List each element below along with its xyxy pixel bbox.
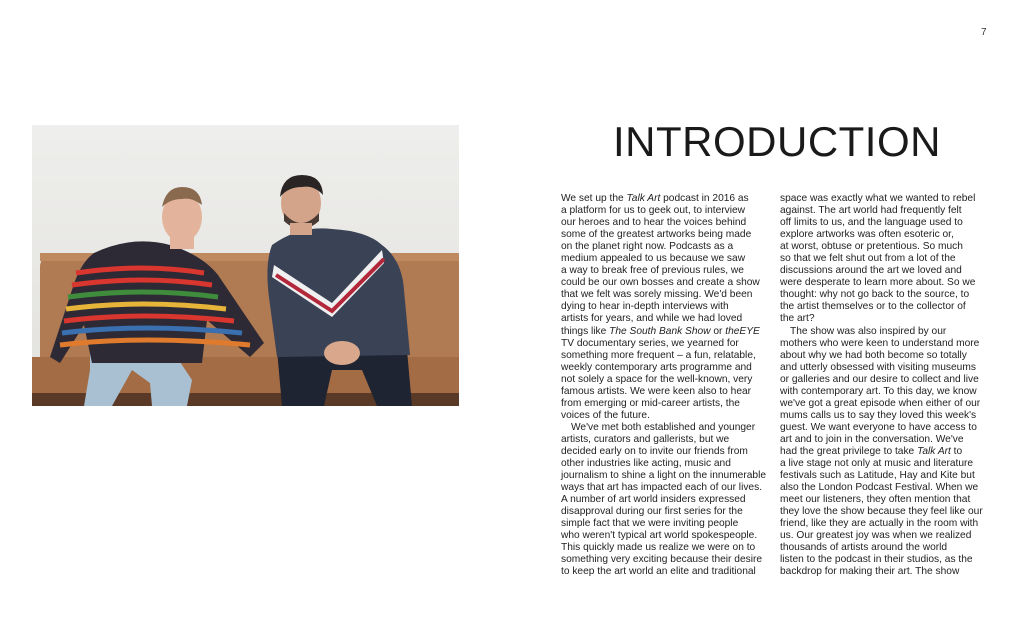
text-line xyxy=(780,193,994,205)
text-fragment: off limits to us, and the language used to xyxy=(780,217,963,229)
text-fragment: against. The art world had frequently felt xyxy=(780,205,962,217)
text-line xyxy=(780,205,994,217)
text-line xyxy=(780,229,994,241)
text-line xyxy=(561,518,775,530)
text-fragment: famous artists. We were keen also to hear xyxy=(561,385,752,397)
text-fragment: listen to the podcast in their studios, as the xyxy=(780,554,973,566)
text-fragment: journalism to shine a light on the innumerable xyxy=(561,470,767,482)
text-line xyxy=(780,350,994,362)
text-line xyxy=(561,482,775,494)
text-fragment: ways that art has impacted each of our lives. xyxy=(561,482,763,494)
text-line xyxy=(561,229,775,241)
text-line xyxy=(561,410,775,422)
text-fragment: us. Our greatest joy was when we realized xyxy=(780,530,972,542)
text-fragment: something more frequent – a fun, relatable, xyxy=(561,349,756,361)
text-fragment: a live stage not only at music and literature xyxy=(780,458,974,470)
text-line xyxy=(561,446,775,458)
text-fragment: with contemporary art. To this day, we know xyxy=(780,385,977,397)
text-line xyxy=(780,301,994,313)
text-fragment: backdrop for making their art. The show xyxy=(780,566,960,578)
text-line xyxy=(561,362,775,374)
text-fragment: medium appealed to us because we saw xyxy=(561,253,746,265)
text-fragment: things like xyxy=(561,325,610,337)
page-number: 7 xyxy=(981,27,987,38)
text-line xyxy=(561,193,775,205)
text-fragment: who weren't typical art world spokespeople. xyxy=(561,530,758,542)
text-line xyxy=(561,301,775,313)
body-column-right xyxy=(780,193,994,579)
text-fragment: the artist themselves or to the collector of xyxy=(780,301,966,313)
text-fragment: The show was also inspired by our xyxy=(790,325,947,337)
text-line xyxy=(561,506,775,518)
text-fragment: artists, curators and gallerists, but we xyxy=(561,433,730,445)
text-line xyxy=(780,374,994,386)
text-fragment: a way to break free of previous rules, we xyxy=(561,265,744,277)
photo xyxy=(32,125,459,406)
text-line xyxy=(780,434,994,446)
text-fragment: about why we had both become so totally xyxy=(780,349,967,361)
photo-two-men-on-sofa-icon xyxy=(32,125,459,406)
text-line xyxy=(780,566,994,578)
text-fragment: we've got a great episode when either of our xyxy=(780,397,981,409)
text-line xyxy=(780,542,994,554)
text-line xyxy=(561,205,775,217)
text-line xyxy=(780,386,994,398)
text-line xyxy=(561,398,775,410)
page-title: INTRODUCTION xyxy=(613,118,941,165)
text-line xyxy=(561,554,775,566)
text-fragment: so that we felt shut out from a lot of the xyxy=(780,253,956,265)
text-fragment: festivals such as Latitude, Hay and Kite but xyxy=(780,470,975,482)
text-line xyxy=(561,374,775,386)
text-fragment: on the planet right now. Podcasts as a xyxy=(561,241,734,253)
text-fragment: to keep the art world an elite and traditional xyxy=(561,566,756,578)
text-fragment: thousands of artists around the world xyxy=(780,542,948,554)
text-line xyxy=(561,253,775,265)
text-line xyxy=(780,470,994,482)
text-fragment: art and to join in the conversation. We've xyxy=(780,433,964,445)
text-line xyxy=(561,494,775,506)
text-fragment: decided early on to invite our friends from xyxy=(561,445,748,457)
text-line xyxy=(561,350,775,362)
text-line xyxy=(561,277,775,289)
text-fragment: simple fact that we were inviting people xyxy=(561,518,739,530)
text-fragment: guest. We want everyone to have access to xyxy=(780,421,977,433)
text-line xyxy=(561,313,775,325)
text-line xyxy=(780,410,994,422)
text-fragment: We set up the xyxy=(561,193,627,204)
text-line xyxy=(561,265,775,277)
text-fragment: or xyxy=(710,325,726,337)
text-line xyxy=(561,470,775,482)
text-line xyxy=(780,554,994,566)
text-fragment: artists for years, and while we had loved xyxy=(561,313,743,325)
text-line xyxy=(780,446,994,458)
body-column-left xyxy=(561,193,775,579)
text-line xyxy=(780,338,994,350)
text-fragment: podcast in 2016 as xyxy=(660,193,749,204)
text-line xyxy=(780,253,994,265)
text-fragment: discussions around the art we loved and xyxy=(780,265,962,277)
text-line xyxy=(561,289,775,301)
text-fragment: that we felt was sorely missing. We'd been xyxy=(561,289,753,301)
text-line xyxy=(561,566,775,578)
text-fragment: could be our own bosses and create a show xyxy=(561,277,760,289)
text-fragment: explore artworks was often esoteric or, xyxy=(780,229,954,241)
italic-title: The South Bank Show xyxy=(609,325,711,337)
text-line xyxy=(561,422,775,434)
text-fragment: were desperate to learn more about. So we xyxy=(780,277,976,289)
text-line xyxy=(561,530,775,542)
text-fragment: other industries like acting, music and xyxy=(561,458,731,470)
text-line xyxy=(780,506,994,518)
text-line xyxy=(780,458,994,470)
text-fragment: also the London Podcast Festival. When we xyxy=(780,482,979,494)
text-line xyxy=(780,217,994,229)
text-fragment: mums calls us to say they loved this week's xyxy=(780,409,977,421)
text-fragment: weekly contemporary arts programme and xyxy=(561,361,752,373)
italic-title: Talk Art xyxy=(626,193,661,204)
text-fragment: disapproval during our first series for the xyxy=(561,506,743,518)
text-line xyxy=(780,277,994,289)
text-line xyxy=(561,542,775,554)
text-fragment: TV documentary series, we yearned for xyxy=(561,337,739,349)
italic-title: theEYE xyxy=(725,325,760,337)
text-line xyxy=(780,265,994,277)
text-fragment: had the great privilege to take xyxy=(780,445,918,457)
text-fragment: This quickly made us realize we were on to xyxy=(561,542,756,554)
text-line xyxy=(780,482,994,494)
text-fragment: the art? xyxy=(780,313,815,325)
text-fragment: from emerging or mid-career artists, the xyxy=(561,397,740,409)
text-line xyxy=(780,313,994,325)
italic-title: Talk Art xyxy=(917,445,951,457)
text-line xyxy=(780,530,994,542)
text-fragment: space was exactly what we wanted to rebel xyxy=(780,193,976,204)
text-line xyxy=(561,338,775,350)
text-fragment: dying to hear in-depth interviews with xyxy=(561,301,729,313)
text-fragment: they love the show because they feel like our xyxy=(780,506,983,518)
text-fragment: some of the greatest artworks being made xyxy=(561,229,752,241)
text-line xyxy=(561,458,775,470)
text-fragment: A number of art world insiders expressed xyxy=(561,494,746,506)
text-line xyxy=(561,217,775,229)
text-fragment: at worst, obtuse or pretentious. So much xyxy=(780,241,963,253)
text-fragment: our heroes and to hear the voices behind xyxy=(561,217,747,229)
text-line xyxy=(780,241,994,253)
text-line xyxy=(561,241,775,253)
text-line xyxy=(780,362,994,374)
text-fragment: and utterly obsessed with visiting museums xyxy=(780,361,976,373)
text-fragment: to xyxy=(950,445,963,457)
text-line xyxy=(561,386,775,398)
text-fragment: voices of the future. xyxy=(561,409,650,421)
text-line xyxy=(780,398,994,410)
text-fragment: not solely a space for the well-known, very xyxy=(561,373,753,385)
text-fragment: We've met both established and younger xyxy=(571,421,756,433)
text-fragment: friend, like they are actually in the room with xyxy=(780,518,979,530)
text-line xyxy=(780,326,994,338)
text-line xyxy=(780,518,994,530)
text-fragment: or galleries and our desire to collect and live xyxy=(780,373,979,385)
text-line xyxy=(561,434,775,446)
text-fragment: meet our listeners, they often mention that xyxy=(780,494,971,506)
text-line xyxy=(780,289,994,301)
text-line xyxy=(780,494,994,506)
text-fragment: a platform for us to geek out, to interview xyxy=(561,205,746,217)
text-line xyxy=(780,422,994,434)
text-fragment: something very exciting because their desire xyxy=(561,554,763,566)
text-fragment: thought: why not go back to the source, to xyxy=(780,289,970,301)
text-line xyxy=(561,326,775,338)
text-fragment: mothers who were keen to understand more xyxy=(780,337,980,349)
